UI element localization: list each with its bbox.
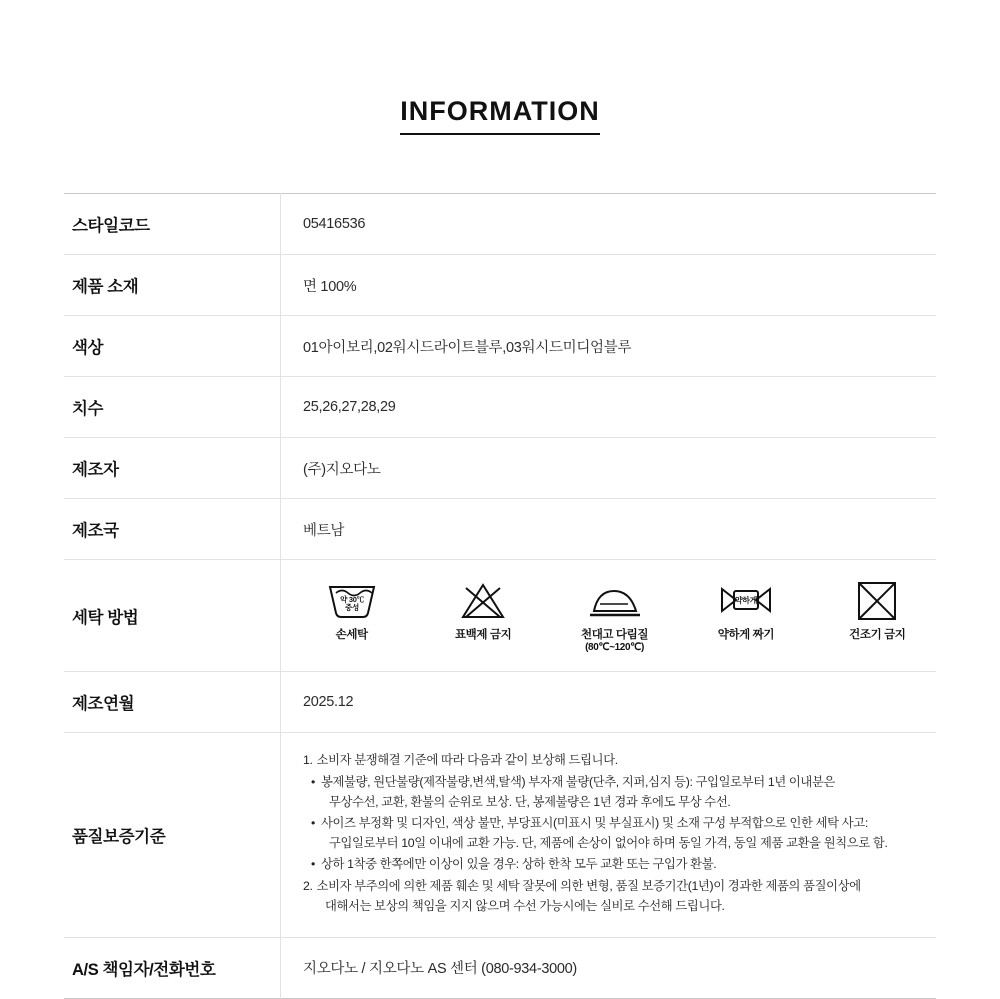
svg-text:중성: 중성 — [344, 603, 359, 612]
warranty-bullet — [311, 773, 926, 813]
row-value-manufacture-date: 2025.12 — [303, 694, 354, 711]
warranty-item-2-line2: 대해서는 보상의 책임을 지지 않으며 수선 가능시에는 실비로 수선해 드립니다. — [325, 898, 725, 913]
washing-item-hand-wash — [303, 578, 400, 642]
warranty-bullet-line1: 사이즈 부정확 및 디자인, 색상 불만, 부당표시(미표시 및 부실표시) 및 소재 구성 부적합으로 인한 세탁 사고: — [321, 816, 868, 831]
washing-item-no-bleach — [434, 578, 531, 642]
washing-item-no-tumble-dry — [829, 578, 926, 642]
warranty-item-1-text: 소비자 분쟁해결 기준에 따라 다음과 같이 보상해 드립니다. — [316, 753, 618, 768]
row-value-style-code: 05416536 — [303, 216, 366, 232]
row-label-style-code: 스타일코드 — [64, 194, 281, 255]
row-value-washing — [281, 560, 937, 672]
washing-label: 건조기 금지 — [849, 629, 906, 641]
washing-label: 손세탁 — [335, 629, 368, 641]
row-label-manufacture-date: 제조연월 — [64, 672, 281, 733]
table-row — [64, 438, 936, 499]
row-label-warranty: 품질보증기준 — [64, 733, 281, 937]
washing-label: 약하게 짜기 — [717, 629, 775, 641]
washing-label: 천대고 다림질 — [580, 629, 649, 641]
warranty-bullet-line2: 무상수선, 교환, 환불의 순위로 보상. 단, 봉제불량은 1년 경과 후에도 무상 수선. — [329, 795, 731, 810]
table-row — [64, 255, 936, 316]
row-label-as-contact: A/S 책임자/전화번호 — [64, 937, 281, 998]
washing-label: 표백제 금지 — [454, 629, 512, 641]
row-value-material: 면 100% — [303, 278, 357, 295]
warranty-bullet-line1: 상하 1착중 한쪽에만 이상이 있을 경우: 상하 한착 모두 교환 또는 구입가 환불. — [321, 856, 717, 871]
product-information-table — [64, 193, 936, 999]
washing-item-iron — [566, 578, 663, 653]
row-value-color: 01아이보리,02워시드라이트블루,03워시드미디엄블루 — [303, 339, 632, 356]
warranty-text-block — [303, 751, 926, 916]
washing-item-gentle-wring — [697, 578, 794, 642]
warranty-bullet — [311, 814, 926, 854]
warranty-bullet-list — [303, 773, 926, 875]
iron-with-cloth-icon — [566, 578, 663, 624]
row-label-size: 치수 — [64, 377, 281, 438]
gentle-wring-icon — [697, 578, 794, 624]
washing-icon-group — [303, 578, 926, 653]
table-row — [64, 194, 936, 255]
row-label-material: 제품 소재 — [64, 255, 281, 316]
table-row-warranty — [64, 733, 936, 937]
hand-wash-icon — [303, 578, 400, 624]
warranty-bullet-line1: 봉제불량, 원단불량(제작불량,변색,탈색) 부자재 불량(단추, 지퍼,심지 등): 구입일로부터 1년 이내분은 — [321, 775, 836, 790]
table-row — [64, 937, 936, 998]
row-label-washing: 세탁 방법 — [64, 560, 281, 672]
no-tumble-dry-icon — [829, 578, 926, 624]
row-label-manufacturer: 제조자 — [64, 438, 281, 499]
row-label-country: 제조국 — [64, 499, 281, 560]
warranty-item-2-index: 2. — [303, 878, 313, 893]
no-bleach-icon — [434, 578, 531, 624]
warranty-item-1-index: 1. — [303, 753, 313, 768]
row-label-color: 색상 — [64, 316, 281, 377]
warranty-item-1 — [303, 751, 926, 771]
table-row — [64, 499, 936, 560]
warranty-item-2-line1: 소비자 부주의에 의한 제품 훼손 및 세탁 잘못에 의한 변형, 품질 보증기간(1년)이 경과한 제품의 품질이상에 — [316, 878, 861, 893]
row-value-warranty — [281, 733, 937, 937]
table-row-washing — [64, 560, 936, 672]
row-value-manufacturer: (주)지오다노 — [303, 461, 381, 478]
washing-sublabel: (80℃~120℃) — [585, 642, 644, 654]
table-row — [64, 316, 936, 377]
table-row — [64, 672, 936, 733]
warranty-bullet — [311, 855, 926, 875]
page-title: INFORMATION — [400, 96, 599, 135]
svg-text:약 30℃: 약 30℃ — [339, 595, 364, 604]
warranty-item-2 — [303, 877, 926, 917]
row-value-country: 베트남 — [303, 522, 345, 539]
row-value-as-contact: 지오다노 / 지오다노 AS 센터 (080-934-3000) — [303, 961, 577, 978]
svg-text:약하게: 약하게 — [734, 596, 758, 605]
warranty-bullet-line2: 구입일로부터 10일 이내에 교환 가능. 단, 제품에 손상이 없어야 하며 동일 가격, 동일 제품 교환을 원칙으로 함. — [329, 836, 888, 850]
table-row — [64, 377, 936, 438]
page-title-wrap — [0, 0, 1000, 135]
row-value-size: 25,26,27,28,29 — [303, 399, 396, 415]
